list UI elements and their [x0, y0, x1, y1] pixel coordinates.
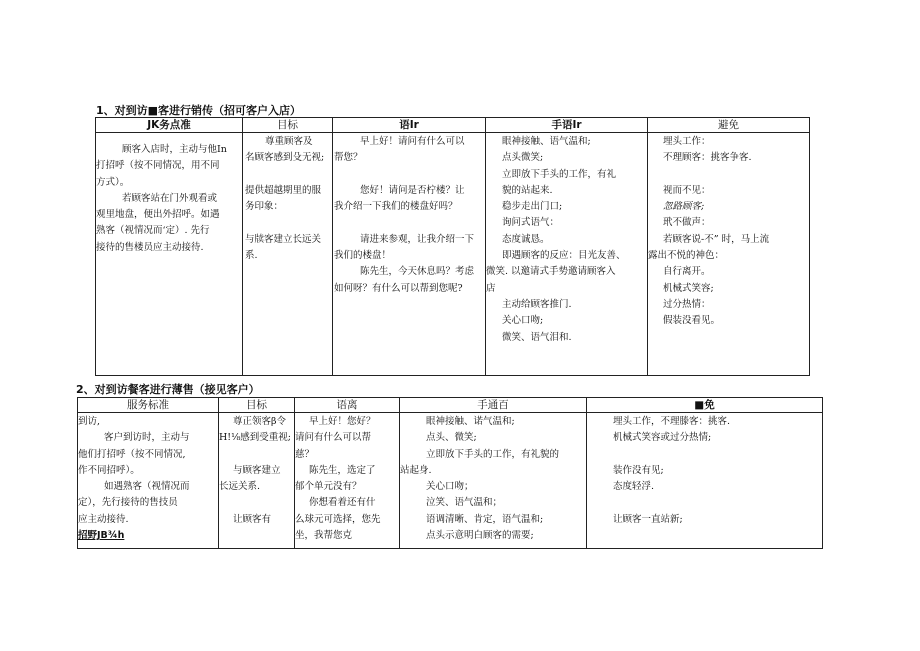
s2-footer-note: 招野JB¾h — [78, 530, 125, 542]
s1-header-service: JK务点准 — [96, 118, 243, 133]
s1-header-speech: 语Ir — [333, 118, 486, 133]
s2-col-goal: 尊正领客β令 H!⅛感到受重视; 与顾客建立 长远关系. 让顾客有 — [219, 416, 292, 525]
s1-header-gesture: 手语Ir — [486, 118, 648, 133]
s1-col-speech: 早上好！请问有什么可以 帮您？ 您好！请问是否柠楼？让 我介绍一下我们的楼盘好吗？ 请进来参观，让我介绍一下 我们的楼盘！ 陈先生，今天休息吗？考虑 如何呀？有什么可以帮到您呢? — [334, 136, 475, 294]
section2-table — [77, 397, 823, 549]
s2-header-speech: 语离 — [295, 398, 400, 413]
s1-col-avoid: 埋头工作： 不理顾客：挑客争客. 视而不见： 忽路顾客; 玳不做声： 若顾客说-不” 时，马上流 露出不悦的神色： 自行离开。 机械式笑容; 过分热情： 假装没看见。 — [648, 136, 770, 327]
s2-col-speech: 早上好！您好？ 请问有什么可以帮 慈？ 陈先生，选定了 郁个单元没有？ 你想看着还有什 么球元可选择，您先 坐，我帮您克 — [295, 416, 381, 542]
section1-heading: 1、对到访■客进行销传（招可客户入店） — [96, 104, 302, 117]
s2-header-avoid: ■免 — [587, 398, 823, 413]
s2-header-service: 服务标准 — [78, 398, 219, 413]
s1-header-goal: 目标 — [243, 118, 333, 133]
s1-header-avoid: 避免 — [648, 118, 810, 133]
s2-header-gesture: 手通百 — [400, 398, 587, 413]
s1-col-goal: 尊重顾客及 名顾客感到殳无视; 提供超越期里的服 务印象： 与牍客建立长远关 系. — [245, 136, 325, 262]
s2-header-goal: 目标 — [219, 398, 295, 413]
s1-col-gesture: 眼神接触、语气温和; 点头微笑; 立即放下手头的工作，有礼 貌的站起来. 稳步走出门口; 询问式语气： 态度诚恳。 即遇顾客的反应：目光友善、 微笑. 以邀请式手势邀请顾客入 店 主动给顾客推门. 关心口吻; 微笑、语气泪和. — [486, 136, 626, 343]
section1-table — [95, 117, 810, 376]
s2-col-gesture: 眼神接触、诺气温和; 点头、微笑; 立即放下手头的工作，有礼貌的 站起身. 关心口吻； 泣笑、语气温和； 语调清晰、肯定，语气温和; 点头示意明白顾客的需要; — [400, 416, 560, 542]
s2-col-avoid: 埋头工作，不理滕客：挑客. 机械式笑容或过分热情; 装作没有见; 态度轻浮. 让顾客一直站新; — [613, 416, 731, 525]
section2-heading: 2、对到访餐客进行薄售（接见客户） — [76, 383, 260, 396]
s2-col-service: 到访, 客户到访时，主动与 他们打招呼（按不同情况, 作不同招呼）。 如遇熟客（视情况而 定），先行接待的售技员 应主动接待. 招野JB¾h — [78, 413, 218, 544]
s1-col-service: 顾客入店时，主动与他In 打招呼（按不同情况，用不同 方式）。 若顾客站在门外观看或 观里地盘，便出外招呼。如遇 熟客（视情况而‘定）. 先行 接待的售楼员应主动接待. — [96, 144, 227, 253]
